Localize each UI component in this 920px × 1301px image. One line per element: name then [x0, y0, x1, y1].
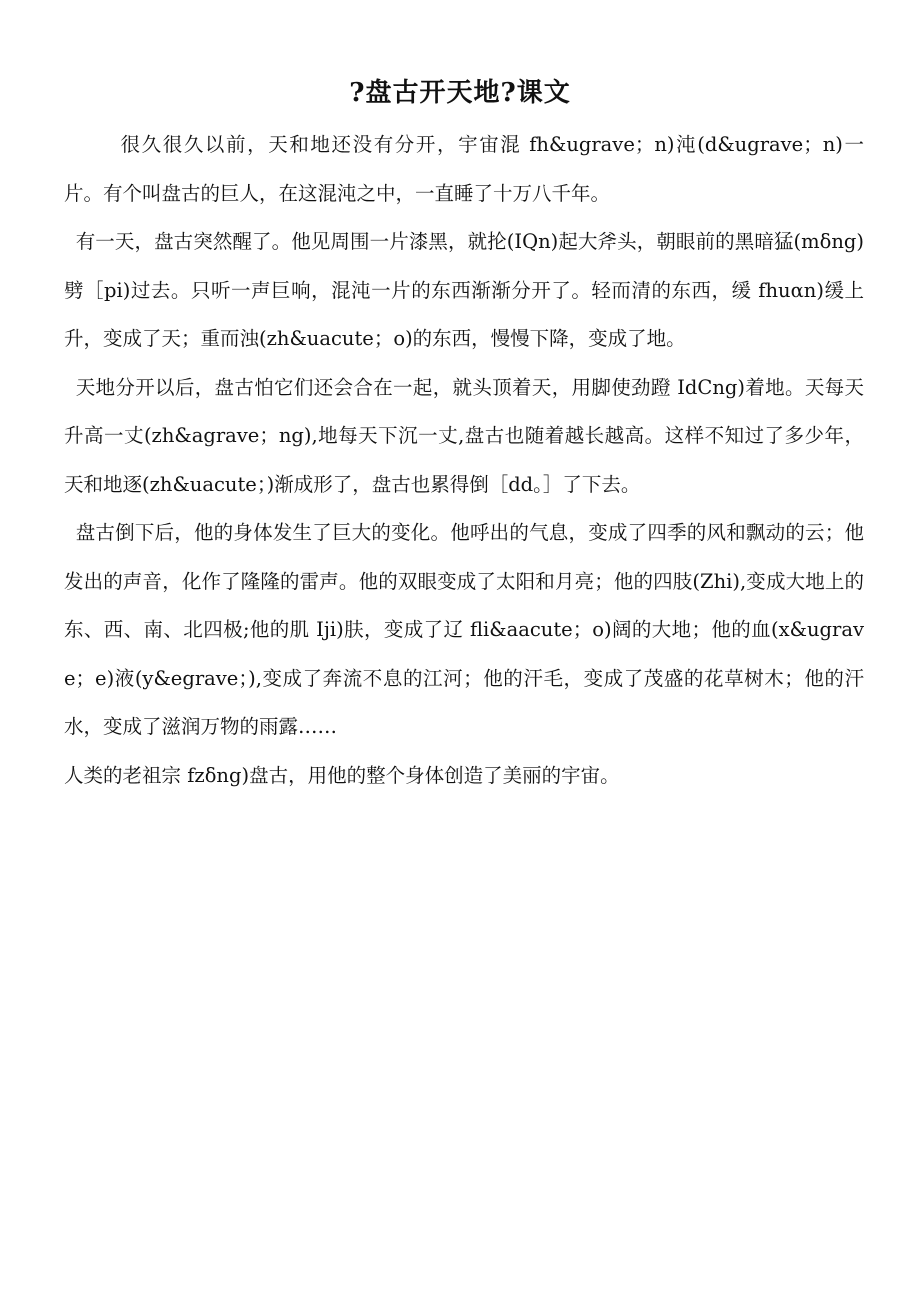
document-title: ?盘古开天地?课文: [349, 78, 571, 108]
paragraph-4: 盘古倒下后，他的身体发生了巨大的变化。他呼出的气息，变成了四季的风和飘动的云；他发出的声音，化作了隆隆的雷声。他的双眼变成了太阳和月亮；他的四肢(Zhi),变成大地上的东、西、南、北四极;他的肌 Iji)肤，变成了辽 fli&aacute；o)阔的大地；他的血(x&ugrave；e)液(y&egrave；),变成了奔流不息的江河；他的汗毛，变成了茂盛的花草树木；他的汗水，变成了滋润万物的雨露……: [64, 521, 864, 738]
paragraph-5: 人类的老祖宗 fzδng)盘古，用他的整个身体创造了美丽的宇宙。: [64, 763, 620, 787]
paragraph-1: 很久很久以前，天和地还没有分开，宇宙混 fh&ugrave；n)沌(d&ugrave；n)一片。有个叫盘古的巨人，在这混沌之中，一直睡了十万八千年。: [64, 133, 864, 205]
paragraph-2: 有一天，盘古突然醒了。他见周围一片漆黑，就抡(IQn)起大斧头，朝眼前的黑暗猛(mδng)劈［pi)过去。只听一声巨响，混沌一片的东西渐渐分开了。轻而清的东西，缓 fhuαn)缓上升，变成了天；重而浊(zh&uacute；o)的东西，慢慢下降，变成了地。: [64, 230, 864, 350]
paragraph-3: 天地分开以后，盘古怕它们还会合在一起，就头顶着天，用脚使劲蹬 IdCng)着地。天每天升高一丈(zh&agrave；ng),地每天下沉一丈,盘古也随着越长越高。这样不知过了多少年，天和地逐(zh&uacute；)渐成形了，盘古也累得倒［dd。］了下去。: [64, 375, 864, 496]
document-body: [64, 121, 864, 800]
